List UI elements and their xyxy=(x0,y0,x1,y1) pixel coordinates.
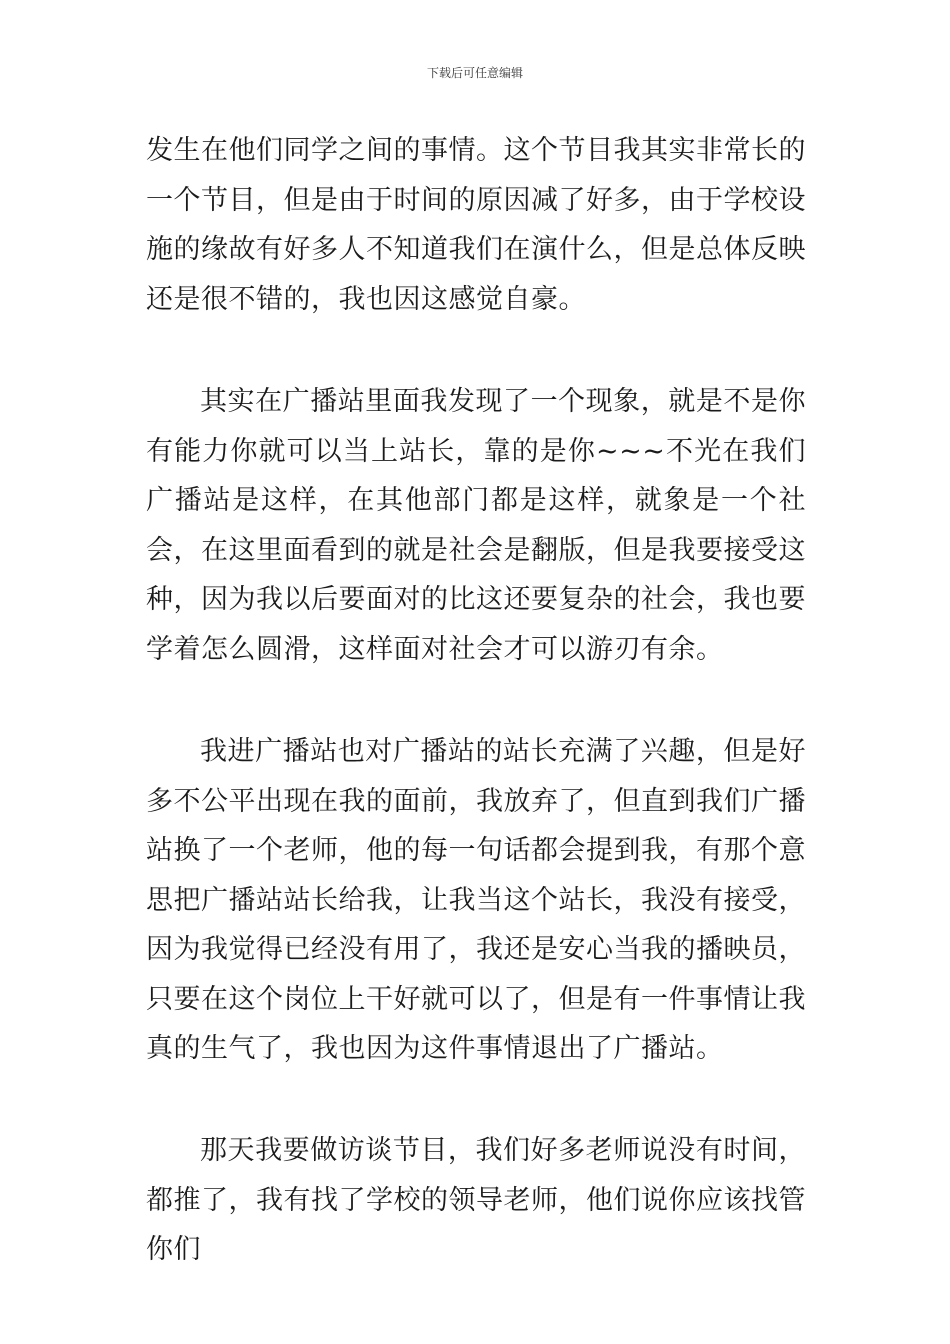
paragraph-2: 其实在广播站里面我发现了一个现象，就是不是你有能力你就可以当上站长，靠的是你~~~不光在我们广播站是这样，在其他部门都是这样，就象是一个社会，在这里面看到的就是社会是翻版，但是我要接受这种，因为我以后要面对的比这还要复杂的社会，我也要学着怎么圆滑，这样面对社会才可以游刃有余。 xyxy=(146,386,806,665)
paragraph-4: 那天我要做访谈节目，我们好多老师说没有时间，都推了，我有找了学校的领导老师，他们说你应该找管你们 xyxy=(146,1135,806,1265)
page-header: 下载后可任意编辑 xyxy=(426,66,523,80)
paragraph-3: 我进广播站也对广播站的站长充满了兴趣，但是好多不公平出现在我的面前，我放弃了，但直到我们广播站换了一个老师，他的每一句话都会提到我，有那个意思把广播站站长给我，让我当这个站长，我没有接受，因为我觉得已经没有用了，我还是安心当我的播映员，只要在这个岗位上干好就可以了，但是有一件事情让我真的生气了，我也因为这件事情退出了广播站。 xyxy=(146,736,806,1064)
paragraph-1: 发生在他们同学之间的事情。这个节目我其实非常长的一个节目，但是由于时间的原因减了好多，由于学校设施的缘故有好多人不知道我们在演什么，但是总体反映还是很不错的，我也因这感觉自豪。 xyxy=(146,135,806,315)
